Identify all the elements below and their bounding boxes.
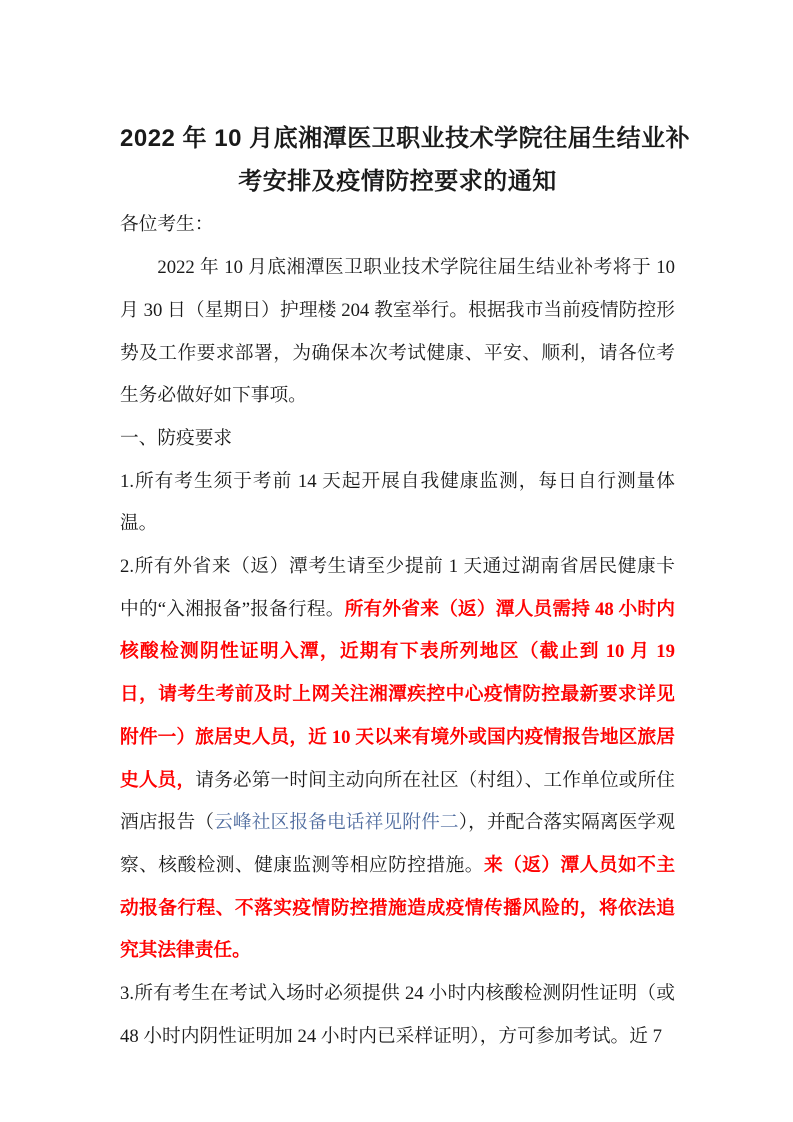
- text-segment-blue: 云峰社区报备电话祥见附件二: [214, 812, 459, 834]
- section-heading-epidemic-requirements: 一、防疫要求: [120, 427, 233, 449]
- requirement-item-1: 1.所有考生须于考前 14 天起开展自我健康监测，每日自行测量体温。: [120, 470, 675, 535]
- document-title: [120, 118, 691, 203]
- title-line-2: 考安排及疫情防控要求的通知: [238, 167, 557, 195]
- intro-paragraph: 2022 年 10 月底湘潭医卫职业技术学院往届生结业补考将于 10 月 30 日（星期日）护理楼 204 教室举行。根据我市当前疫情防控形势及工作要求部署，为确保本次考试健康、平安、顺利，请各位考生务必做好如下事项。: [120, 257, 675, 407]
- document-content: [120, 118, 691, 1058]
- requirement-item-3: 3.所有考生在考试入场时必须提供 24 小时内核酸检测阴性证明（或 48 小时内阴性证明加 24 小时内已采样证明），方可参加考试。近 7: [120, 983, 675, 1047]
- text-segment-red-bold: 所有外省来（返）潭人员需持 48 小时内核酸检测阴性证明入潭，近期有下表所列地区（截止到 10 月 19 日，请考生考前及时上网关注湘潭疾控中心疫情防控最新要求详见附件一）旅居史人员，近 10 天以来有境外或国内疫情报告地区旅居史人员，: [120, 598, 675, 791]
- text-segment-normal: 请务必第一时间主动向所在社区（村组）、工作单位或所住酒店报告（: [120, 769, 675, 834]
- salutation: 各位考生：: [120, 214, 214, 236]
- text-segment-normal: 2.所有外省来（返）潭考生请至少提前 1 天通过湖南省居民健康卡中的“入湘报备”报备行程。: [120, 556, 675, 620]
- title-line-1: 2022 年 10 月底湘潭医卫职业技术学院往届生结业补: [120, 125, 691, 152]
- text-segment-red-bold: 来（返）潭人员如不主动报备行程、不落实疫情防控措施造成疫情传播风险的，将依法追究其法律责任。: [120, 854, 676, 962]
- text-segment-normal: ），并配合落实隔离医学观察、核酸检测、健康监测等相应防控措施。: [120, 812, 676, 876]
- requirement-item-2: [120, 546, 675, 973]
